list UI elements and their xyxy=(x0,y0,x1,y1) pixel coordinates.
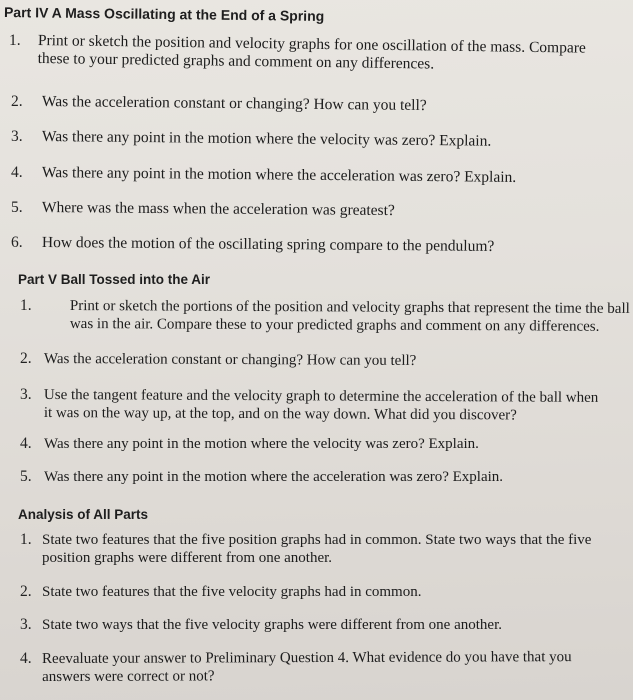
question-line: Print or sketch the portions of the position and velocity graphs that represent the time the ball xyxy=(69,298,630,317)
question-line: How does the motion of the oscillating spring compare to the pendulum? xyxy=(41,234,495,255)
question-number: 6. xyxy=(11,234,23,251)
question-line: State two ways that the five velocity graphs were different from one another. xyxy=(42,617,502,633)
question-line: was in the air. Compare these to your predicted graphs and comment on any differences. xyxy=(69,315,600,335)
question-number: 5. xyxy=(11,199,23,216)
question-number: 4. xyxy=(20,435,32,452)
question-text xyxy=(42,648,572,686)
question-line: these to your predicted graphs and comment on any differences. xyxy=(37,49,435,73)
question-line: Where was the mass when the acceleration was greatest? xyxy=(41,199,395,220)
question-line: answers were correct or not? xyxy=(42,668,215,685)
question-line: Was the acceleration constant or changing? How can you tell? xyxy=(43,351,417,369)
question-text xyxy=(70,297,630,336)
question-text xyxy=(42,531,591,567)
question-number: 4. xyxy=(20,650,32,667)
question-line: State two features that the five velocity graphs had in common. xyxy=(42,584,422,600)
question-text xyxy=(44,386,599,425)
question-line: it was on the way up, at the top, and on the way down. What did you discover? xyxy=(43,404,517,424)
question-number: 3. xyxy=(20,616,32,633)
question-text xyxy=(42,128,492,151)
question-line: Was there any point in the motion where the acceleration was zero? Explain. xyxy=(41,164,517,186)
question-number: 3. xyxy=(11,128,23,145)
section-heading-part-v: Part V Ball Tossed into the Air xyxy=(18,272,211,287)
question-number: 1. xyxy=(9,32,21,49)
question-number: 1. xyxy=(20,531,32,548)
question-text xyxy=(42,93,427,115)
question-line: Print or sketch the position and velocity graphs for one oscillation of the mass. Compare xyxy=(37,32,586,57)
question-number: 3. xyxy=(20,386,32,403)
question-number: 2. xyxy=(11,93,23,110)
question-text xyxy=(44,350,416,370)
question-text xyxy=(37,32,585,76)
question-line: Was the acceleration constant or changing? How can you tell? xyxy=(41,93,427,115)
question-number: 4. xyxy=(11,164,23,181)
question-line: position graphs were different from one another. xyxy=(42,550,333,566)
question-text xyxy=(42,234,495,256)
question-number: 2. xyxy=(20,350,32,367)
question-number: 5. xyxy=(20,468,32,485)
section-heading-analysis: Analysis of All Parts xyxy=(18,507,149,522)
question-line: State two features that the five position graphs had in common. State two ways that the five xyxy=(42,532,592,548)
question-text xyxy=(44,468,503,486)
question-number: 2. xyxy=(20,583,32,600)
question-text xyxy=(44,435,479,453)
question-text xyxy=(42,583,421,601)
question-number: 1. xyxy=(20,297,32,314)
section-heading-part-iv: Part IV A Mass Oscillating at the End of a Spring xyxy=(3,4,325,24)
question-line: Reevaluate your answer to Preliminary Question 4. What evidence do you have that you xyxy=(42,649,572,667)
question-text xyxy=(42,199,395,220)
question-text xyxy=(42,616,502,634)
question-line: Use the tangent feature and the velocity graph to determine the acceleration of the ball when xyxy=(43,387,599,406)
question-line: Was there any point in the motion where the velocity was zero? Explain. xyxy=(41,128,492,150)
question-text xyxy=(42,164,517,187)
question-line: Was there any point in the motion where the acceleration was zero? Explain. xyxy=(44,469,504,485)
question-line: Was there any point in the motion where the velocity was zero? Explain. xyxy=(44,436,479,452)
